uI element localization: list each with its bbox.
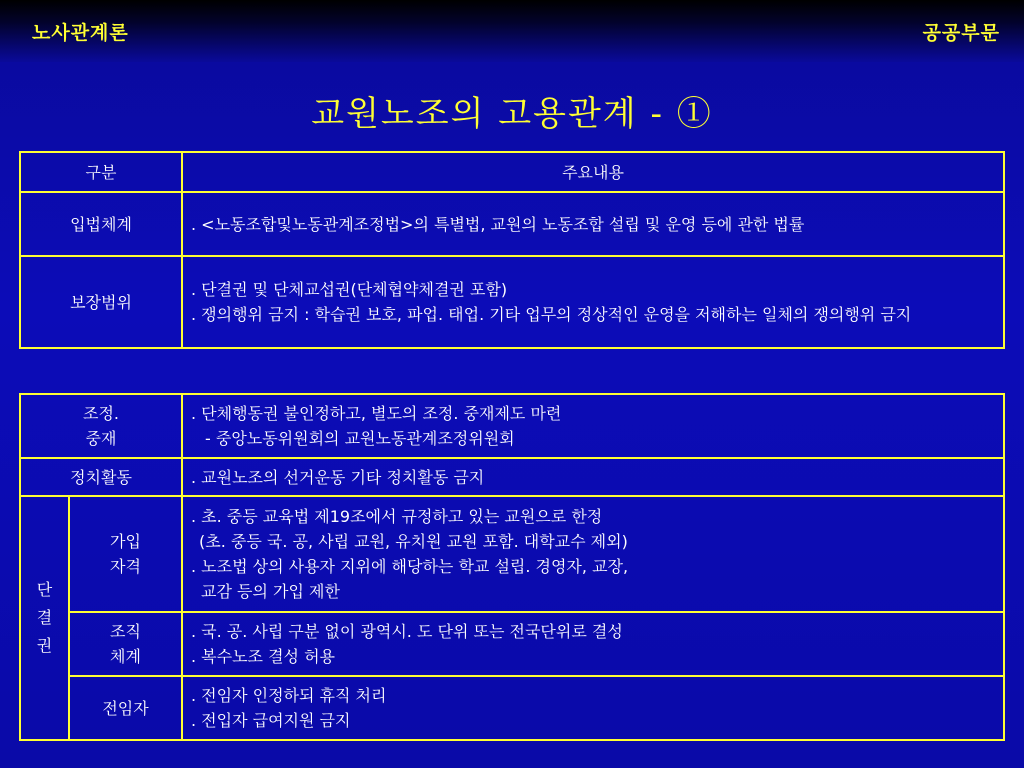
table-row [20, 676, 1004, 740]
content-line: . 단결권 및 단체교섭권(단체협약체결권 포함) [191, 280, 508, 299]
group-label-right-to-organize [20, 496, 69, 740]
subrow-content-membership [182, 496, 1004, 612]
content-line: - 중앙노동위원회의 교원노동관계조정위원회 [205, 429, 515, 448]
content-line: (초. 중등 국. 공, 사립 교원, 유치원 교원 포함. 대학교수 제외) [199, 532, 628, 551]
content-line: . 쟁의행위 금지 : 학습권 보호, 파업. 태업. 기타 업무의 정상적인 운영을 저해하는 일체의 쟁의행위 금지 [191, 305, 912, 324]
content-line: . 전입자 급여지원 금지 [191, 711, 351, 730]
content-line: . 초. 중등 교육법 제19조에서 규정하고 있는 교원으로 한정 [191, 507, 603, 526]
column-header-category: 구분 [20, 152, 182, 192]
content-line: . 교원노조의 선거운동 기타 정치활동 금지 [191, 467, 485, 487]
table-header-row [20, 152, 1004, 192]
column-header-content: 주요내용 [182, 152, 1004, 192]
table-row [20, 256, 1004, 348]
content-line: . 국. 공. 사립 구분 없이 광역시. 도 단위 또는 전국단위로 결성 [191, 622, 623, 641]
table-row [20, 394, 1004, 458]
vertical-char: 권 [36, 636, 53, 655]
label-line: 조직 [110, 622, 141, 641]
subrow-label-membership [69, 496, 182, 612]
subrow-label-full-time-officers: 전임자 [69, 676, 182, 740]
row-label-guarantee-scope: 보장범위 [20, 256, 182, 348]
subrow-content-full-time-officers [182, 676, 1004, 740]
content-line: . 전임자 인정하되 휴직 처리 [191, 686, 387, 705]
table-row [20, 458, 1004, 496]
content-line: 교감 등의 가입 제한 [201, 582, 340, 601]
subrow-label-organization [69, 612, 182, 676]
header-section-title: 공공부문 [922, 22, 1000, 44]
subrow-content-organization [182, 612, 1004, 676]
table-row [20, 496, 1004, 612]
table-row [20, 192, 1004, 256]
header-course-title: 노사관계론 [32, 22, 129, 44]
content-line: . 복수노조 결성 허용 [191, 647, 335, 666]
vertical-char: 결 [36, 608, 53, 627]
row-content-guarantee-scope [182, 256, 1004, 348]
label-line: 체계 [110, 647, 141, 666]
row-content-mediation [182, 394, 1004, 458]
content-line: . <노동조합및노동관계조정법>의 특별법, 교원의 노동조합 설립 및 운영 등에 관한 법률 [191, 214, 805, 234]
row-label-mediation [20, 394, 182, 458]
label-line: 중재 [85, 429, 117, 448]
label-line: 가입 [110, 532, 141, 551]
content-line: . 노조법 상의 사용자 지위에 해당하는 학교 설립. 경영자, 교장, [191, 557, 629, 576]
label-line: 자격 [110, 557, 141, 576]
label-line: 조정. [83, 404, 119, 423]
details-table [19, 393, 1005, 741]
row-label-legal-system: 입법체계 [20, 192, 182, 256]
row-label-political-activity: 정치활동 [20, 458, 182, 496]
row-content-political-activity [182, 458, 1004, 496]
content-line: . 단체행동권 불인정하고, 별도의 조정. 중재제도 마련 [191, 404, 562, 423]
header-bar [0, 0, 1024, 62]
table-row [20, 612, 1004, 676]
row-content-legal-system [182, 192, 1004, 256]
overview-table [19, 151, 1005, 349]
slide-title: 교원노조의 고용관계 - ① [311, 94, 713, 134]
vertical-char: 단 [36, 580, 53, 599]
